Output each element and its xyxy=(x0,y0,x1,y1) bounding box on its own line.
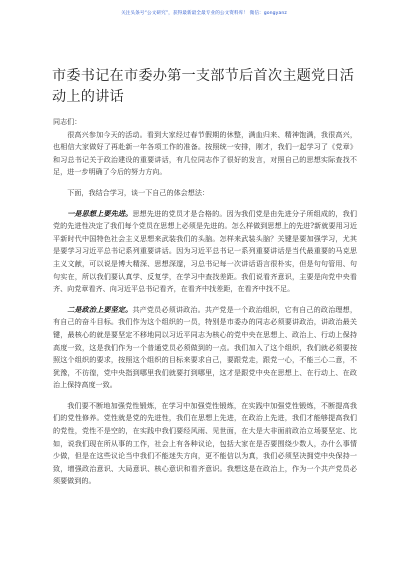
paragraph-point-1 xyxy=(53,208,357,296)
header-banner[interactable]: 关注头条号“公文研究”，获得最新最全最专业的公文资料库！ 微信：gongyanz xyxy=(121,11,287,16)
paragraph-text: 很高兴参加今天的活动。看到大家经过春节假期的休整，满血归来、精神饱满，我很高兴，也相信大家做好了再赴新一年各项工作的准备。按照统一安排，刚才，我们一起学习了《党章》和习总书记关于政治建设的重要讲话，有几位同志作了很好的发言，对照自己的思想实际查找不足，进一步明确了今后的努力方向。 xyxy=(53,129,357,177)
paragraph-party-spirit xyxy=(53,400,357,488)
salutation: 同志们： xyxy=(53,117,82,126)
paragraph-text: 下面，我结合学习，谈一下自己的体会想法： xyxy=(67,187,210,197)
paragraph-intro xyxy=(53,129,357,179)
paragraph-text: 我们要不断地加强党性锻炼，在学习中加强党性锻炼，在实践中加强党性锻炼，不断提高我们的党性修养。党性就是党的先进性，我们在思想上先进，在政治上先进，我们才能够提高我们的党性，党性不是空的，在实践中我们要经风雨、见世面，在大是大非面前政治立场要坚定、比如，说我们现在所从事的工作，社会上有各种议论，包括大家在是否要围绕少数人，办什么事情少做，但是在这些议论当中我们不能迷失方向，更不能信以为真，我们必须坚决拥党中央保持一致，增强政治意识、大局意识、核心意识和看齐意识。我想这是在政治上，作为一个共产党员必须要做到的。 xyxy=(53,400,357,486)
document-body xyxy=(53,116,357,488)
document-title: 市委书记在市委办第一支部节后首次主题党日活动上的讲话 xyxy=(52,68,355,105)
paragraph-text: 共产党员必须讲政治。共产党是一个政治组织，它有自己的政治理想，有自己的奋斗目标。我们作为这个组织的一员，特别是市委办的同志必须要讲政治，讲政治最关键，最核心的就是要坚定不移地同以习近平同志为核心的党中央在思想上、政治上、行动上保持高度一致，这是我们作为一个普通党员必须做到的一点。我们加入了这个组织，我们就必须要按照这个组织的要求，按照这个组织的目标来要求自己，要跟党走，跟党一心，不能三心二意，不犹豫，不彷徨，党中央指到哪里我们就要打到哪里，这才是跟党中央在思想上、在行动上、在政治上保持高度一致。 xyxy=(53,304,358,390)
point-heading: 一是思想上要先进。 xyxy=(67,208,133,218)
paragraph-text: 思想先进的党员才是合格的。因为我们党是由先进分子所组成的，我们党的先进性决定了我们每个党员在思想上必须是先进的。怎么样做到思想上的先进?新就要用习近平新时代中国特色社会主义思想来武装我们的头脑。怎样来武装头脑？关键是要加强学习，尤其是要学习习近平总书记系列重要讲话。因为习近平总书记一系列重要讲话是当代最重要的马克思主义文献，可以说是博大精深、思想深邃，习总书记每一次讲话语言很朴实，但是句句管用、句句实在，所以我们要认真学、反复学，在学习中查找差距。我们说看齐意识，主要是向党中央看齐、向党章看齐、向习近平总书记看齐，在看齐中找差距，在看齐中找不足。 xyxy=(53,208,358,294)
point-heading: 二是政治上要坚定。 xyxy=(67,304,133,314)
paragraph-transition xyxy=(53,187,357,200)
paragraph-point-2 xyxy=(53,304,357,392)
